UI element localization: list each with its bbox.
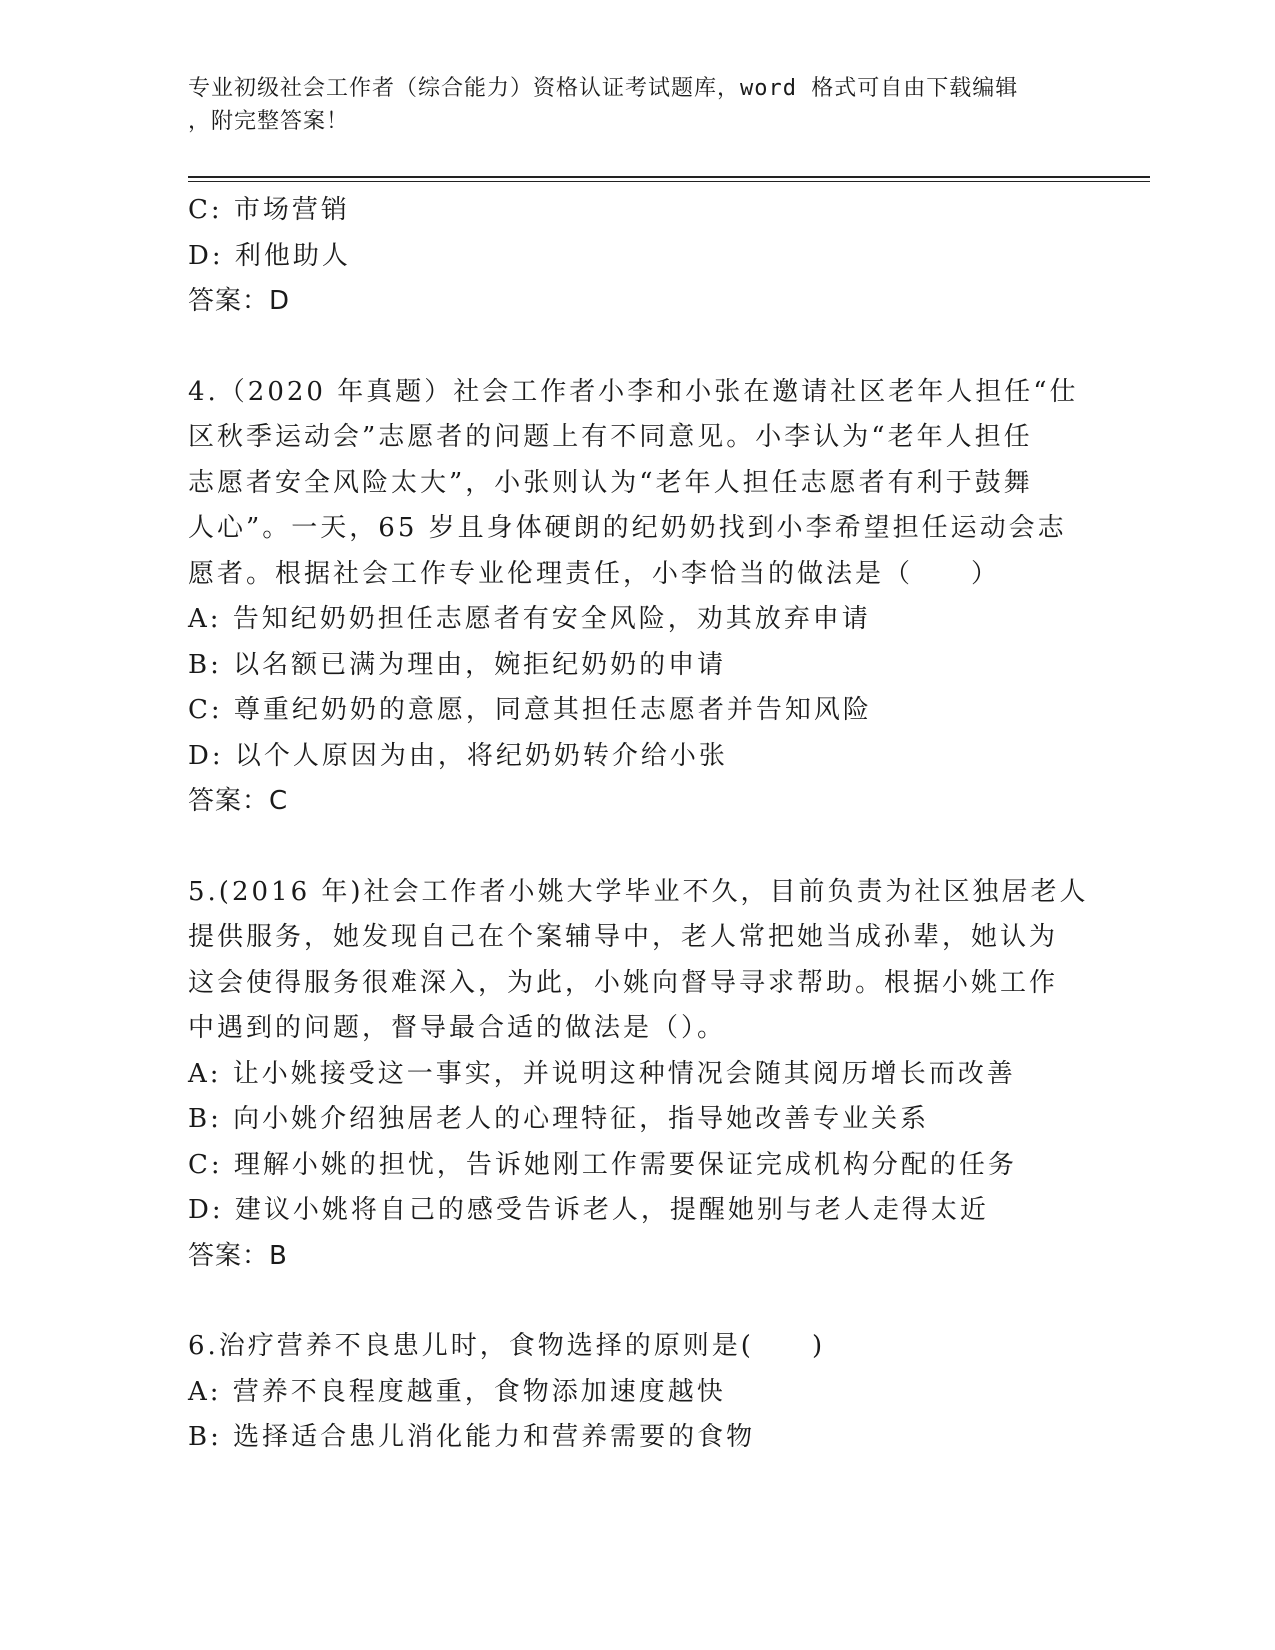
header-line-2: ，附完整答案！ bbox=[188, 109, 350, 134]
question-6 bbox=[188, 1324, 1068, 1461]
question-5 bbox=[188, 870, 1089, 1280]
question-text-line: 区秋季运动会”志愿者的问题上有不同意见。小李认为“老年人担任 bbox=[188, 422, 1033, 452]
spacer bbox=[188, 325, 1068, 370]
question-text-line: 6.治疗营养不良患儿时，食物选择的原则是( ) bbox=[188, 1331, 826, 1361]
option-b: B: 向小姚介绍独居老人的心理特征，指导她改善专业关系 bbox=[188, 1104, 930, 1134]
answer-line: 答案：B bbox=[188, 1240, 288, 1271]
question-text-line: 中遇到的问题，督导最合适的做法是（）。 bbox=[188, 1013, 727, 1043]
question-text-line: 4.（2020 年真题）社会工作者小李和小张在邀请社区老年人担任“仕 bbox=[188, 376, 1079, 407]
question-text-line: 5.(2016 年)社会工作者小姚大学毕业不久，目前负责为社区独居老人 bbox=[188, 876, 1089, 907]
option-c: C: 市场营销 bbox=[188, 195, 350, 225]
page-header bbox=[188, 72, 1068, 138]
option-a: A: 告知纪奶奶担任志愿者有安全风险，劝其放弃申请 bbox=[188, 604, 871, 634]
option-b: B: 以名额已满为理由，婉拒纪奶奶的申请 bbox=[188, 649, 727, 680]
spacer bbox=[188, 1279, 1068, 1324]
option-a: A: 营养不良程度越重，食物添加速度越快 bbox=[188, 1376, 726, 1407]
header-line-1: 专业初级社会工作者（综合能力）资格认证考试题库，word 格式可自由下载编辑 bbox=[188, 76, 1019, 101]
option-d: D: 利他助人 bbox=[188, 240, 351, 271]
question-text-line: 提供服务，她发现自己在个案辅导中，老人常把她当成孙辈，她认为 bbox=[188, 922, 1059, 952]
question-text-line: 愿者。根据社会工作专业伦理责任，小李恰当的做法是（ ） bbox=[188, 558, 1001, 589]
answer-line: 答案：D bbox=[188, 286, 291, 316]
option-d: D: 建议小姚将自己的感受告诉老人，提醒她别与老人走得太近 bbox=[188, 1195, 989, 1225]
option-a: A: 让小姚接受这一事实，并说明这种情况会随其阅历增长而改善 bbox=[188, 1058, 1016, 1089]
question-text-line: 这会使得服务很难深入，为此，小姚向督导寻求帮助。根据小姚工作 bbox=[188, 967, 1059, 998]
question-3-tail bbox=[188, 188, 1068, 325]
header-rule-thick bbox=[188, 176, 1150, 178]
question-4 bbox=[188, 370, 1079, 825]
option-c: C: 理解小姚的担忧，告诉她刚工作需要保证完成机构分配的任务 bbox=[188, 1149, 1017, 1180]
question-text-line: 人心”。一天，65 岁且身体硬朗的纪奶奶找到小李希望担任运动会志 bbox=[188, 513, 1067, 543]
question-text-line: 志愿者安全风险太大”，小张则认为“老年人担任志愿者有利于鼓舞 bbox=[188, 467, 1033, 498]
header-rule-thin bbox=[188, 181, 1150, 182]
option-c: C: 尊重纪奶奶的意愿，同意其担任志愿者并告知风险 bbox=[188, 695, 872, 725]
document-body bbox=[188, 188, 1089, 1461]
option-d: D: 以个人原因为由，将纪奶奶转介给小张 bbox=[188, 740, 728, 771]
spacer bbox=[188, 825, 1068, 870]
answer-line: 答案：C bbox=[188, 786, 289, 816]
option-b: B: 选择适合患儿消化能力和营养需要的食物 bbox=[188, 1422, 756, 1452]
